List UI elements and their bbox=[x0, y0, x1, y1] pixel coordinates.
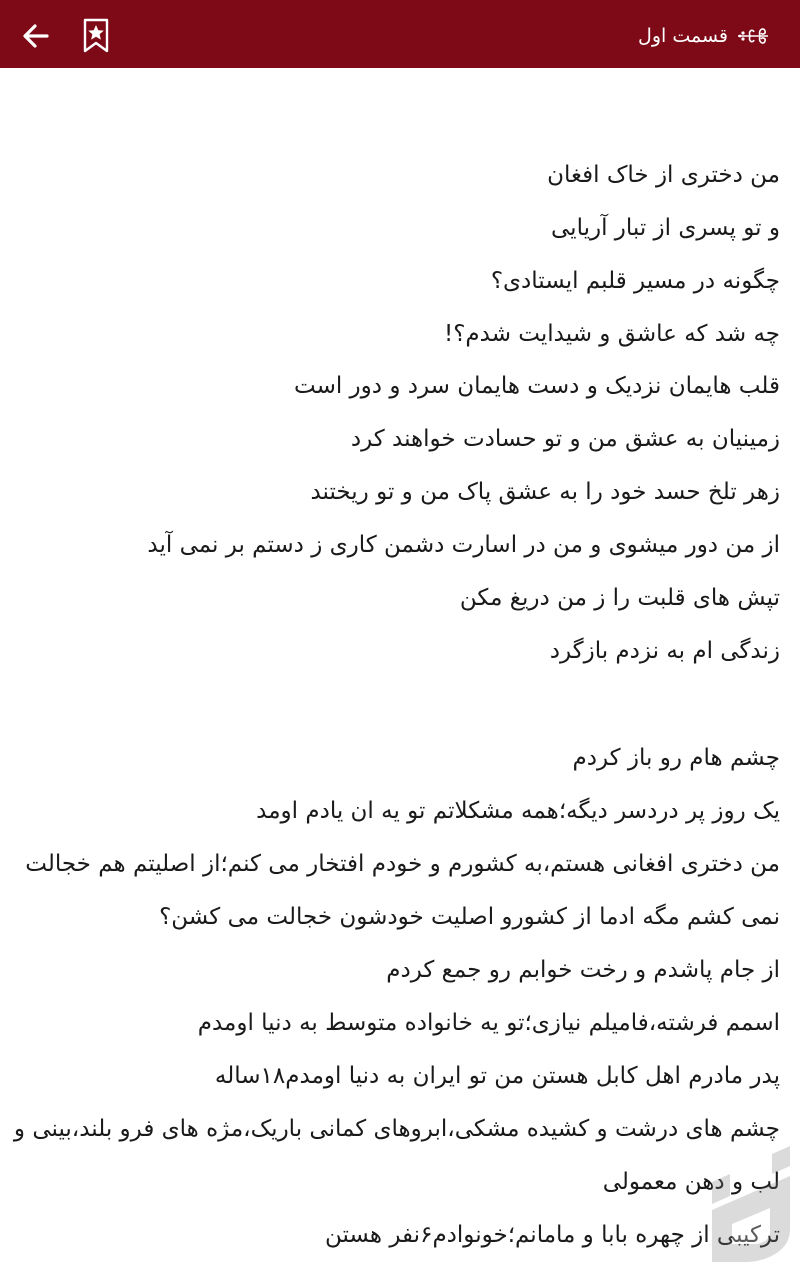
bookmark-button[interactable] bbox=[74, 14, 118, 58]
story-line: چشم های درشت و کشیده مشکی،ابروهای کمانی باریک،مژه های فرو بلند،بینی و bbox=[13, 1116, 780, 1142]
poem-line: از من دور میشوی و من در اسارت دشمن کاری ز دستم بر نمی آید bbox=[147, 532, 780, 558]
story-line: نمی کشم مگه ادما از کشورو اصلیت خودشون خجالت می کشن؟ bbox=[159, 904, 780, 930]
poem-line: زندگی ام به نزدم بازگرد bbox=[549, 638, 780, 664]
arrow-left-icon bbox=[21, 21, 51, 51]
poem-line: و تو پسری از تبار آریایی bbox=[551, 215, 780, 241]
story-line: اسمم فرشته،فامیلم نیازی؛تو یه خانواده متوسط به دنیا اومدم bbox=[197, 1010, 780, 1036]
story-line: پدر مادرم اهل کابل هستن من تو ایران به دنیا اومدم۱۸ساله bbox=[214, 1063, 780, 1089]
title-area bbox=[638, 18, 770, 54]
story-line: از جام پاشدم و رخت خوابم رو جمع کردم bbox=[386, 957, 780, 983]
bookmark-star-icon bbox=[83, 18, 109, 54]
poem-line: زمینیان به عشق من و تو حسادت خواهند کرد bbox=[350, 426, 780, 452]
app-bar bbox=[0, 0, 800, 68]
reading-content[interactable] bbox=[0, 68, 800, 1280]
story-line: ترکیبی از چهره بابا و مامانم؛خونوادم۶نفر هستن bbox=[324, 1222, 780, 1248]
story-line: چشم هام رو باز کردم bbox=[572, 745, 780, 771]
story-line: لب و دهن معمولی bbox=[602, 1169, 780, 1195]
poem-line: چگونه در مسیر قلبم ایستادی؟ bbox=[490, 268, 780, 294]
page-title: قسمت اول bbox=[638, 25, 728, 47]
back-button[interactable] bbox=[14, 14, 58, 58]
ornament-icon bbox=[736, 24, 770, 48]
poem-line: چه شد که عاشق و شیدایت شدم؟! bbox=[443, 321, 780, 347]
poem-line: من دختری از خاک افغان bbox=[547, 162, 780, 188]
poem-line: زهر تلخ حسد خود را به عشق پاک من و تو ریختند bbox=[310, 479, 780, 505]
poem-line: تپش های قلبت را ز من دریغ مکن bbox=[459, 585, 780, 611]
poem-line: قلب هایمان نزدیک و دست هایمان سرد و دور است bbox=[294, 373, 780, 399]
story-line: من دختری افغانی هستم،به کشورم و خودم افتخار می کنم؛از اصلیتم هم خجالت bbox=[25, 851, 780, 877]
story-line: یک روز پر دردسر دیگه؛همه مشکلاتم تو یه ان یادم اومد bbox=[256, 798, 780, 824]
